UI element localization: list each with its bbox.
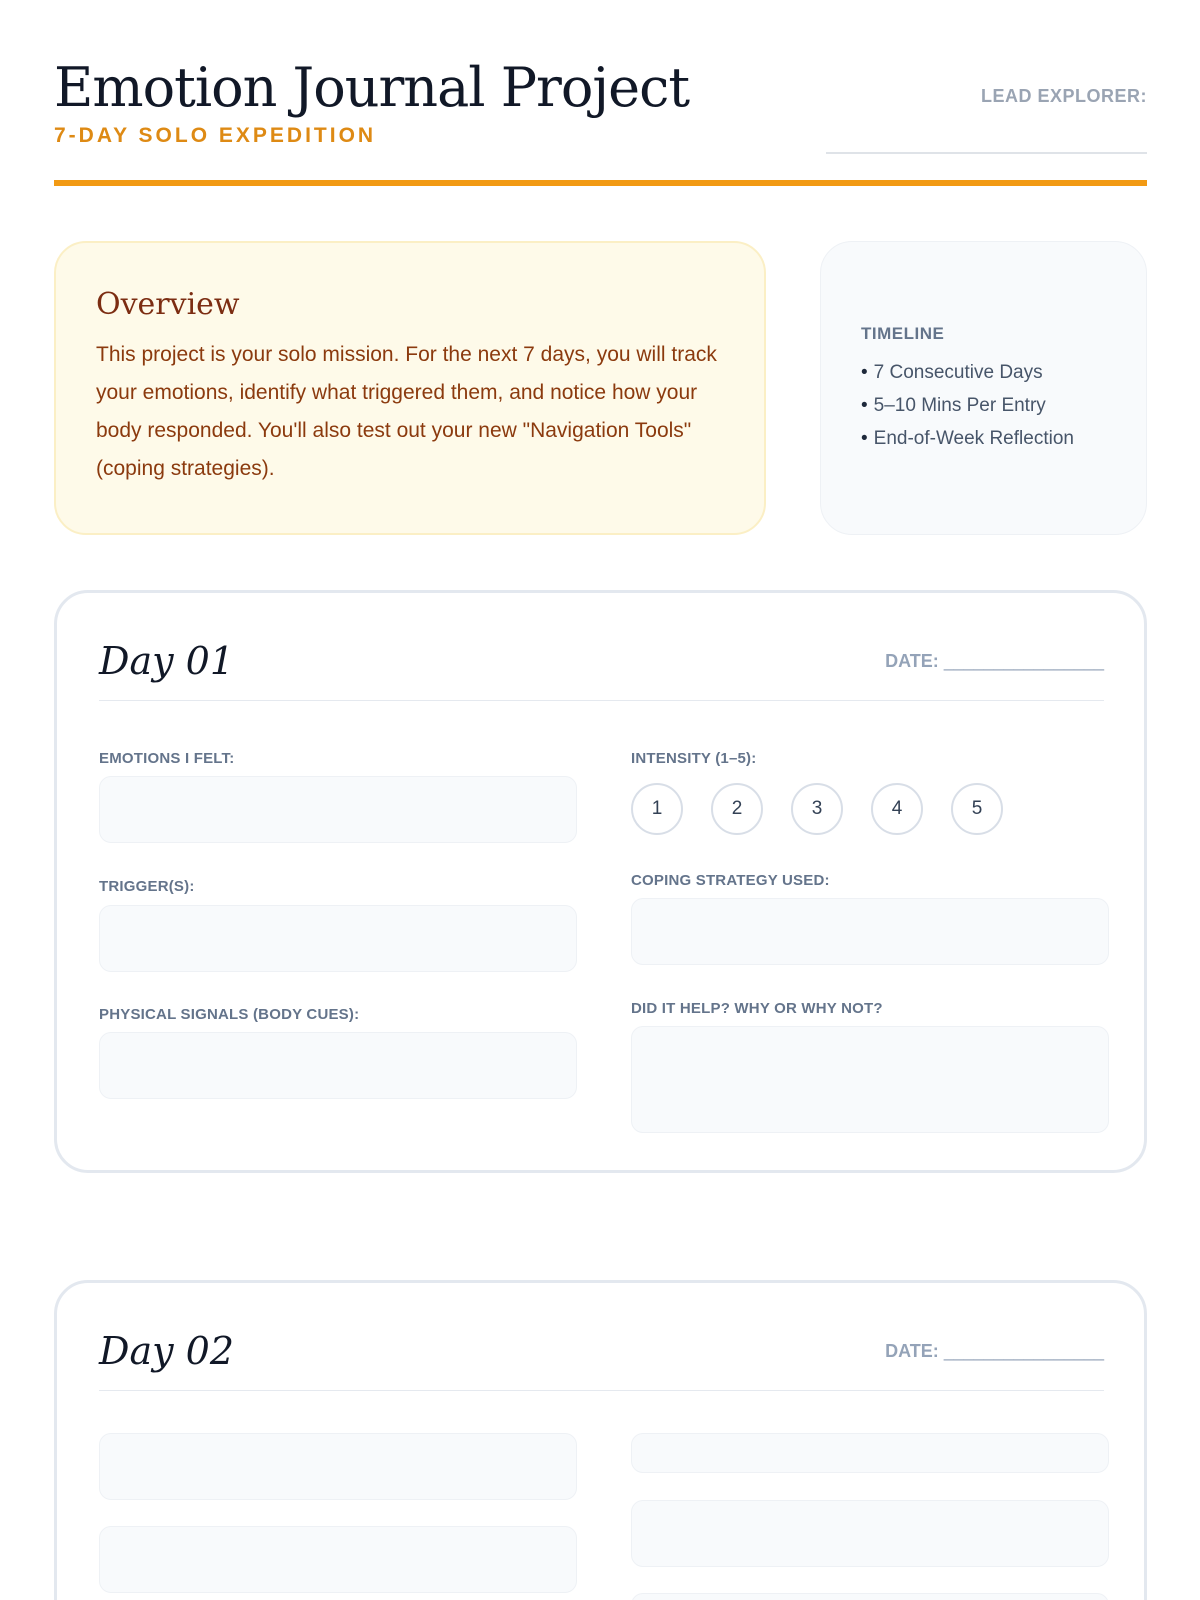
timeline-card [820,241,1147,535]
emotions-label: EMOTIONS I FELT: [99,750,235,767]
overview-heading: Overview [96,287,240,322]
day-title: Day 02 [99,1329,235,1373]
intensity-field[interactable] [631,1433,1109,1473]
trigger-field[interactable] [99,1526,577,1593]
overview-card [54,241,766,535]
helped-field[interactable] [631,1593,1109,1600]
day-card-02 [54,1280,1147,1600]
physical-field[interactable] [99,1032,577,1099]
page-title: Emotion Journal Project [54,56,690,119]
day-date[interactable] [885,651,1104,672]
intensity-option-5[interactable]: 5 [951,783,1003,835]
timeline-list [861,356,1146,455]
coping-field[interactable] [631,898,1109,965]
physical-label: PHYSICAL SIGNALS (BODY CUES): [99,1006,360,1023]
intensity-option-1[interactable]: 1 [631,783,683,835]
timeline-item: • 5–10 Mins Per Entry [861,389,1146,422]
lead-explorer-label: LEAD EXPLORER: [980,86,1147,106]
helped-field[interactable] [631,1026,1109,1133]
intensity-option-4[interactable]: 4 [871,783,923,835]
page-header [54,56,1147,186]
helped-label: DID IT HELP? WHY OR WHY NOT? [631,1000,883,1017]
emotions-field[interactable] [99,776,577,843]
trigger-field[interactable] [99,905,577,972]
date-label: DATE: [885,1341,939,1361]
day-card-01 [54,590,1147,1173]
trigger-label: TRIGGER(S): [99,878,195,895]
header-rule [54,180,1147,186]
day-divider [99,700,1104,701]
page-subtitle: 7-DAY SOLO EXPEDITION [54,124,377,147]
overview-body: This project is your solo mission. For the next 7 days, you will track your emotions, identify what triggered them, and notice how your body responded. You'll also test out your new "Navigation Tools" (coping strategies). [96,343,717,480]
date-blank: ________________ [943,1341,1104,1361]
emotions-field[interactable] [99,1433,577,1500]
date-blank: ________________ [943,651,1104,671]
intensity-label: INTENSITY (1–5): [631,750,757,767]
timeline-heading: TIMELINE [861,324,945,343]
day-date[interactable] [885,1341,1104,1362]
intensity-option-3[interactable]: 3 [791,783,843,835]
date-label: DATE: [885,651,939,671]
day-title: Day 01 [99,639,235,683]
day-divider [99,1390,1104,1391]
coping-field[interactable] [631,1500,1109,1567]
intensity-option-2[interactable]: 2 [711,783,763,835]
timeline-item: • 7 Consecutive Days [861,356,1146,389]
coping-label: COPING STRATEGY USED: [631,872,830,889]
timeline-item: • End-of-Week Reflection [861,422,1146,455]
lead-explorer-field[interactable] [826,152,1147,154]
